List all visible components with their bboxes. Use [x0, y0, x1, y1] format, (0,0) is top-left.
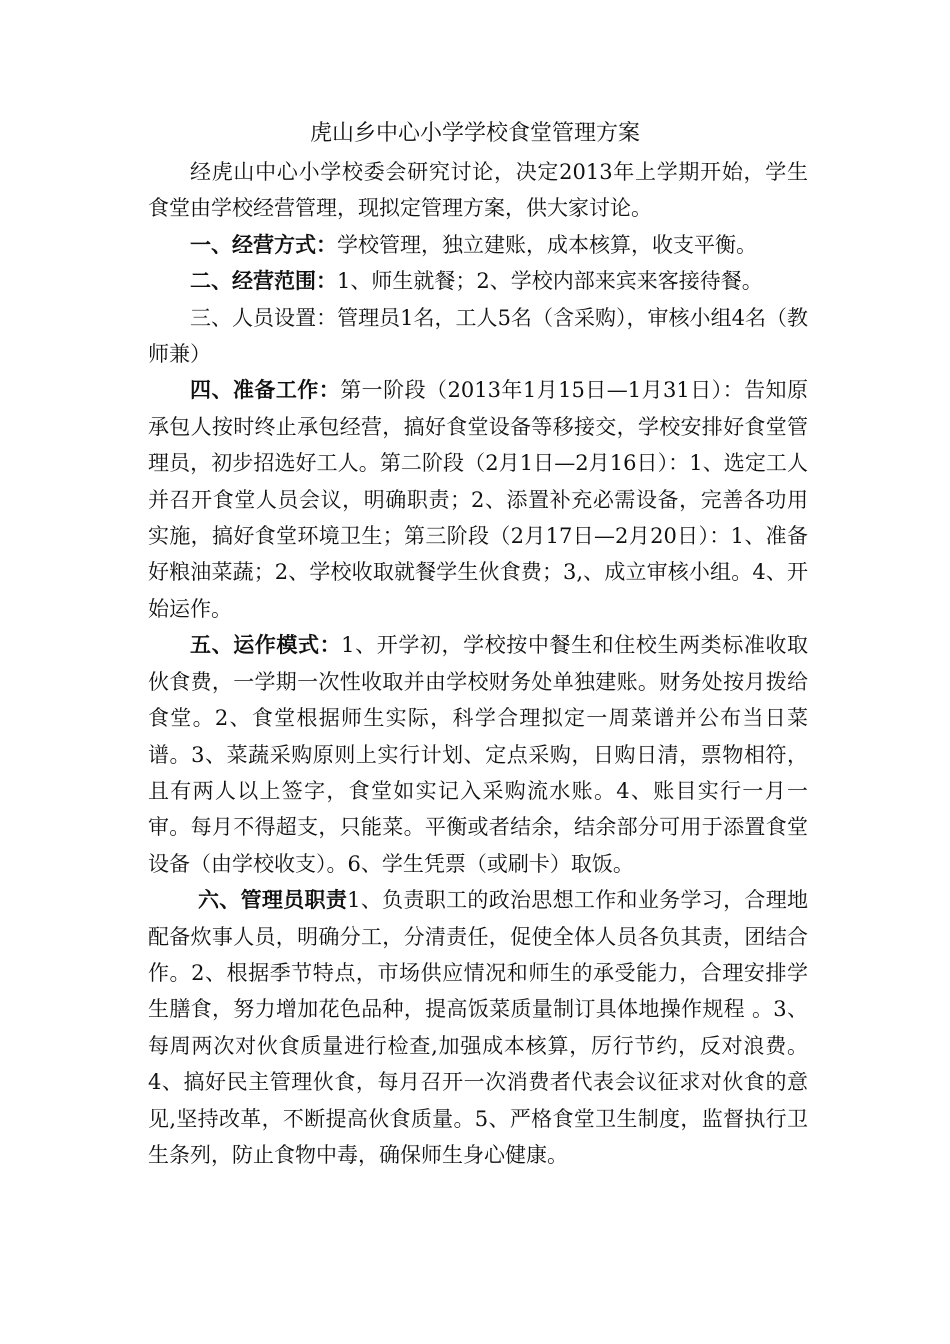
section-5-heading: 五、运作模式：: [190, 633, 342, 658]
section-5-paragraph: [148, 627, 808, 882]
section-1-paragraph: [148, 227, 808, 263]
section-3-text: 三、人员设置：管理员1名，工人5名（含采购），审核小组4名（教师兼）: [148, 305, 808, 367]
section-4-paragraph: [148, 372, 808, 627]
intro-paragraph: [148, 154, 808, 227]
section-6-text: 1、负责职工的政治思想工作和业务学习，合理地配备炊事人员，明确分工，分清责任，促使全体人员各负其责，团结合作。2、根据季节特点，市场供应情况和师生的承受能力，合理安排学生膳食，努力增加花色品种，提高饭菜质量制订具体地操作规程 。3、每周两次对伙食质量进行检查,加强成本核算，厉行节约，反对浪费。4、搞好民主管理伙食，每月召开一次消费者代表会议征求对伙食的意见,坚持改革，不断提高伙食质量。5、严格食堂卫生制度，监督执行卫生条列，防止食物中毒，确保师生身心健康。: [148, 888, 809, 1167]
section-6-paragraph: [148, 882, 808, 1173]
section-2-heading: 二、经营范围：: [190, 269, 337, 294]
section-4-heading: 四、准备工作：: [190, 378, 341, 403]
section-5-text: 1、开学初，学校按中餐生和住校生两类标准收取伙食费，一学期一次性收取并由学校财务处单独建账。财务处按月拨给食堂。2、食堂根据师生实际，科学合理拟定一周菜谱并公布当日菜谱。3、菜蔬采购原则上实行计划、定点采购，日购日清，票物相符，且有两人以上签字，食堂如实记入采购流水账。4、账目实行一月一审。每月不得超支，只能菜。平衡或者结余，结余部分可用于添置食堂设备（由学校收支）。6、学生凭票（或刷卡）取饭。: [148, 633, 809, 876]
document-body: [148, 154, 808, 1173]
section-1-text: 学校管理，独立建账，成本核算，收支平衡。: [337, 232, 757, 257]
section-3-paragraph: [148, 300, 808, 373]
section-6-heading: 六、管理员职责: [198, 888, 348, 913]
section-1-heading: 一、经营方式：: [190, 232, 337, 257]
intro-text: 经虎山中心小学校委会研究讨论，决定2013年上学期开始，学生食堂由学校经营管理，现拟定管理方案，供大家讨论。: [148, 160, 808, 221]
section-2-paragraph: [148, 263, 808, 299]
document-title: 虎山乡中心小学学校食堂管理方案: [309, 121, 640, 146]
section-4-text: 第一阶段（2013年1月15日—1月31日）：告知原承包人按时终止承包经营，搞好食堂设备等移接交，学校安排好食堂管理员，初步招选好工人。第二阶段（2月1日—2月16日）：1、选定工人并召开食堂人员会议，明确职责；2、添置补充必需设备，完善各功用实施，搞好食堂环境卫生；第三阶段（2月17日—2月20日）：1、准备好粮油菜蔬；2、学校收取就餐学生伙食费；3,、成立审核小组。4、开始运作。: [148, 378, 808, 621]
section-2-text: 1、师生就餐；2、学校内部来宾来客接待餐。: [337, 269, 763, 294]
